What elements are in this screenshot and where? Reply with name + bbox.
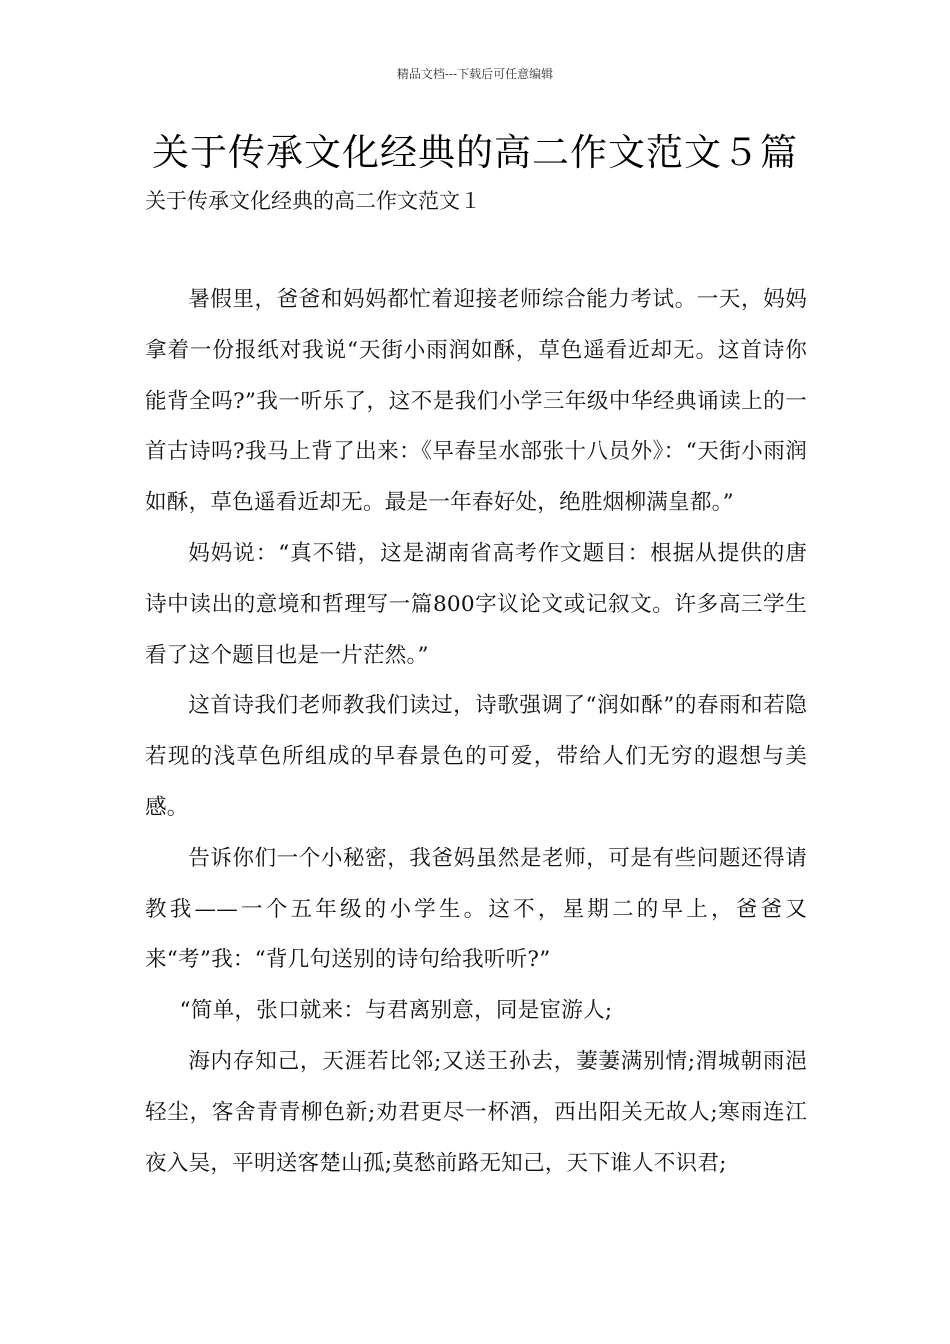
- document-title: 关于传承文化经典的高二作文范文５篇: [152, 131, 798, 174]
- paragraph: 告诉你们一个小秘密，我爸妈虽然是老师，可是有些问题还得请教我——一个五年级的小学生。这不，星期二的早上，爸爸又来“考”我：“背几句送别的诗句给我听听?”: [145, 845, 807, 973]
- page-header: 精品文档---下载后可任意编辑: [396, 67, 554, 81]
- paragraph: 妈妈说：“真不错，这是湖南省高考作文题目：根据从提供的唐诗中读出的意境和哲理写一篇800字议论文或记叙文。许多高三学生看了这个题目也是一片茫然。”: [145, 540, 807, 668]
- paragraph: “简单，张口就来：与君离别意，同是宦游人;: [179, 998, 613, 1024]
- document-subtitle: 关于传承文化经典的高二作文范文１: [145, 189, 481, 213]
- paragraph: 这首诗我们老师教我们读过，诗歌强调了“润如酥”的春雨和若隐若现的浅草色所组成的早春景色的可爱，带给人们无穷的遐想与美感。: [145, 693, 807, 820]
- paragraph: 海内存知己，天涯若比邻;又送王孙去，萋萋满别情;渭城朝雨浥轻尘，客舍青青柳色新;劝君更尽一杯酒，西出阳关无故人;寒雨连江夜入吴，平明送客楚山孤;莫愁前路无知己，天下谁人不识君;: [145, 1048, 807, 1176]
- document-body: [145, 275, 807, 1189]
- paragraph: 暑假里，爸爸和妈妈都忙着迎接老师综合能力考试。一天，妈妈拿着一份报纸对我说“天街小雨润如酥，草色遥看近却无。这首诗你能背全吗?”我一听乐了，这不是我们小学三年级中华经典诵读上的一首古诗吗?我马上背了出来：《早春呈水部张十八员外》：“天街小雨润如酥，草色遥看近却无。最是一年春好处，绝胜烟柳满皇都。”: [145, 287, 807, 516]
